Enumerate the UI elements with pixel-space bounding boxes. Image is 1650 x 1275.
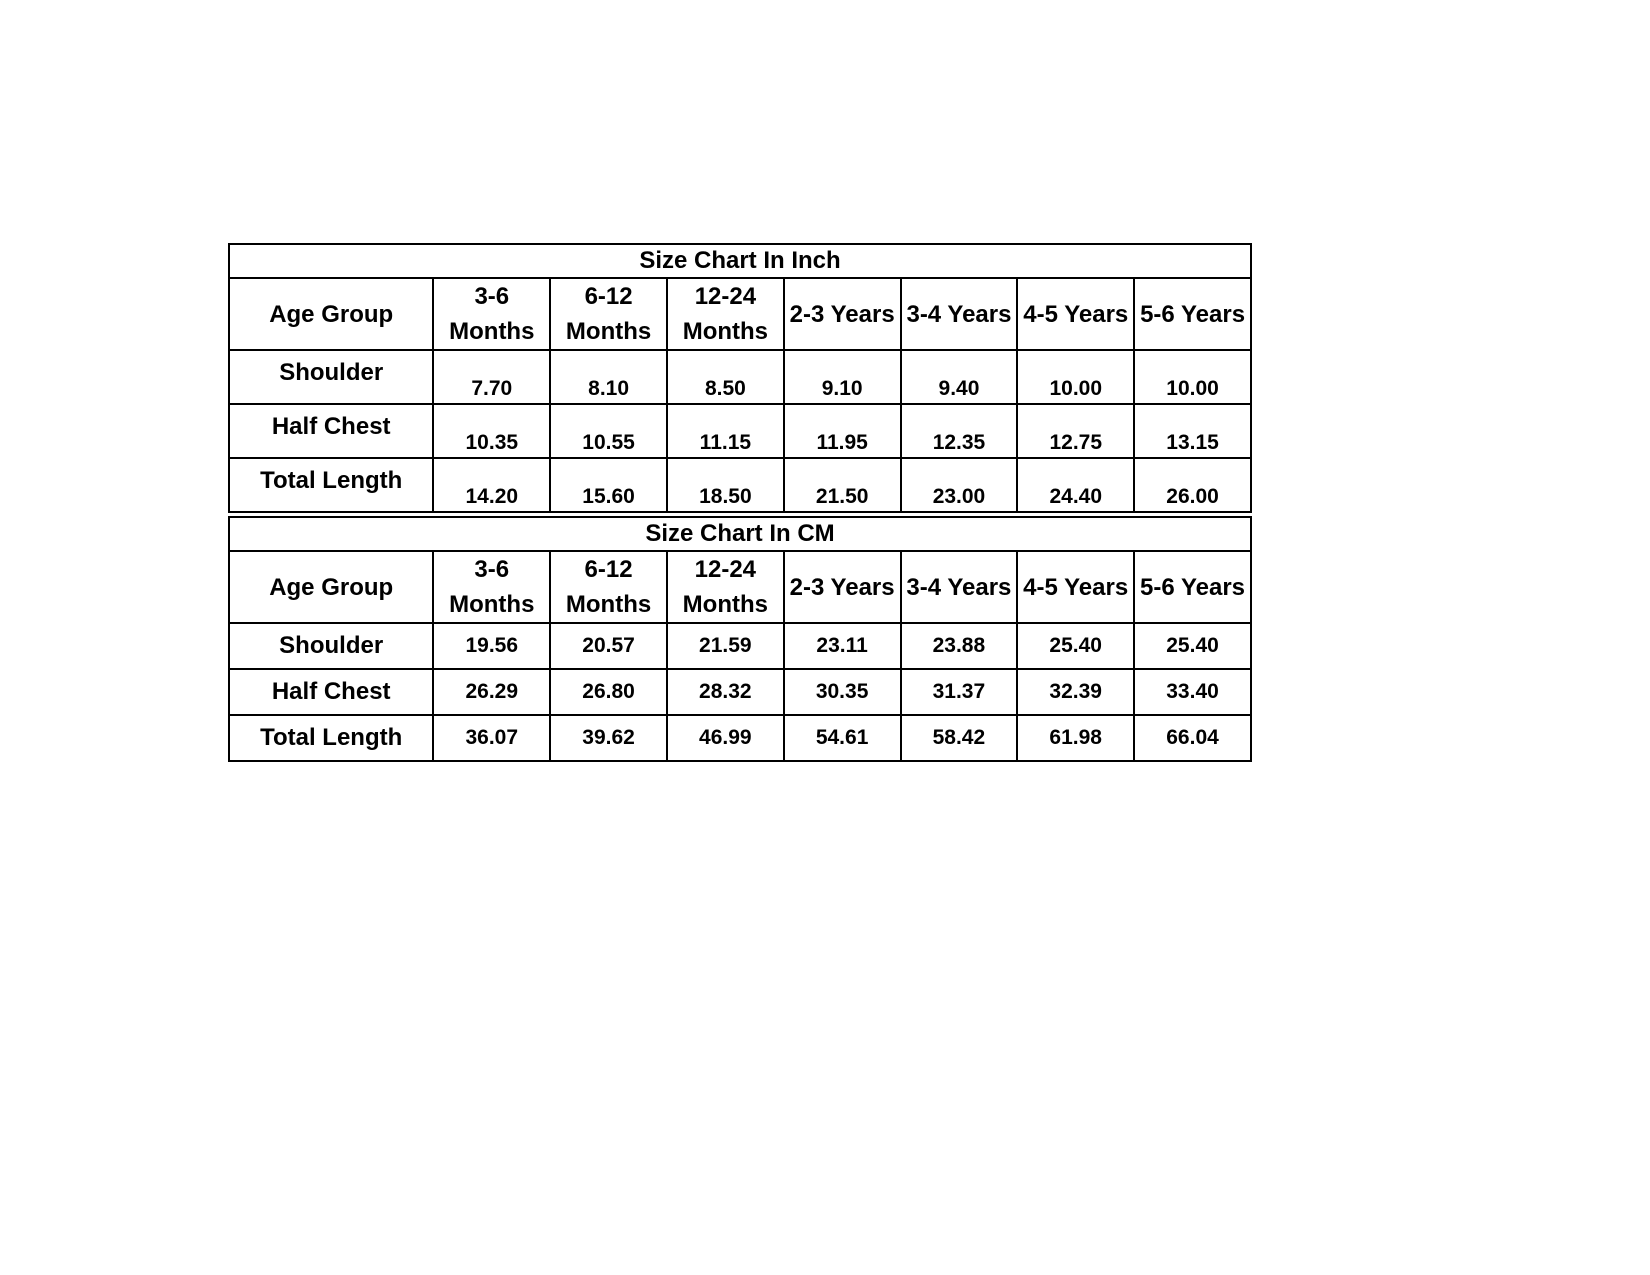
header-row xyxy=(229,278,1251,350)
column-header-line2: Months xyxy=(449,591,535,618)
column-header-line1: 12-24 xyxy=(694,556,757,583)
column-header-line2: Months xyxy=(449,318,535,345)
column-header xyxy=(550,551,667,623)
cell-value: 18.50 xyxy=(667,458,784,512)
size-chart-cm-table xyxy=(228,516,1252,762)
cell-value: 26.00 xyxy=(1134,458,1251,512)
cell-value: 61.98 xyxy=(1017,715,1134,761)
column-header xyxy=(433,551,550,623)
age-group-header: Age Group xyxy=(229,278,433,350)
column-header xyxy=(667,551,784,623)
table-title: Size Chart In Inch xyxy=(229,244,1251,278)
column-header-line1: 6-12 xyxy=(584,556,633,583)
column-header: 4-5 Years xyxy=(1017,278,1134,350)
age-group-header: Age Group xyxy=(229,551,433,623)
row-label: Half Chest xyxy=(229,404,433,458)
cell-value: 15.60 xyxy=(550,458,667,512)
column-header-line2: Months xyxy=(565,318,652,345)
cell-value: 21.50 xyxy=(784,458,901,512)
cell-value: 54.61 xyxy=(784,715,901,761)
size-chart-inch-table xyxy=(228,243,1252,513)
column-header-line2: Months xyxy=(682,591,768,618)
cell-value: 9.40 xyxy=(901,350,1018,404)
cell-value: 66.04 xyxy=(1134,715,1251,761)
table-row-total-length xyxy=(229,715,1251,761)
cell-value: 12.35 xyxy=(901,404,1018,458)
row-label: Total Length xyxy=(229,715,433,761)
cell-value: 30.35 xyxy=(784,669,901,715)
cell-value: 21.59 xyxy=(667,623,784,669)
column-header xyxy=(433,278,550,350)
table-row-half-chest xyxy=(229,404,1251,458)
cell-value: 58.42 xyxy=(901,715,1018,761)
cell-value: 28.32 xyxy=(667,669,784,715)
cell-value: 14.20 xyxy=(433,458,550,512)
column-header-line1: 6-12 xyxy=(584,283,633,310)
cell-value: 33.40 xyxy=(1134,669,1251,715)
table-title: Size Chart In CM xyxy=(229,517,1251,551)
cell-value: 12.75 xyxy=(1017,404,1134,458)
cell-value: 20.57 xyxy=(550,623,667,669)
cell-value: 23.88 xyxy=(901,623,1018,669)
table-row-total-length xyxy=(229,458,1251,512)
cell-value: 39.62 xyxy=(550,715,667,761)
cell-value: 8.10 xyxy=(550,350,667,404)
cell-value: 10.00 xyxy=(1017,350,1134,404)
table-row-shoulder xyxy=(229,350,1251,404)
cell-value: 10.55 xyxy=(550,404,667,458)
cell-value: 7.70 xyxy=(433,350,550,404)
column-header: 4-5 Years xyxy=(1017,551,1134,623)
table-row-shoulder xyxy=(229,623,1251,669)
cell-value: 23.11 xyxy=(784,623,901,669)
column-header: 3-4 Years xyxy=(901,551,1018,623)
column-header: 5-6 Years xyxy=(1134,278,1251,350)
cell-value: 10.35 xyxy=(433,404,550,458)
cell-value: 26.29 xyxy=(433,669,550,715)
column-header-line2: Months xyxy=(565,591,652,618)
cell-value: 9.10 xyxy=(784,350,901,404)
column-header xyxy=(550,278,667,350)
row-label: Shoulder xyxy=(229,350,433,404)
cell-value: 8.50 xyxy=(667,350,784,404)
row-label: Shoulder xyxy=(229,623,433,669)
column-header: 5-6 Years xyxy=(1134,551,1251,623)
cell-value: 32.39 xyxy=(1017,669,1134,715)
column-header: 3-4 Years xyxy=(901,278,1018,350)
cell-value: 23.00 xyxy=(901,458,1018,512)
header-row xyxy=(229,551,1251,623)
cell-value: 19.56 xyxy=(433,623,550,669)
cell-value: 46.99 xyxy=(667,715,784,761)
cell-value: 24.40 xyxy=(1017,458,1134,512)
cell-value: 31.37 xyxy=(901,669,1018,715)
row-label: Total Length xyxy=(229,458,433,512)
cell-value: 11.15 xyxy=(667,404,784,458)
column-header: 2-3 Years xyxy=(784,551,901,623)
cell-value: 11.95 xyxy=(784,404,901,458)
cell-value: 13.15 xyxy=(1134,404,1251,458)
column-header: 2-3 Years xyxy=(784,278,901,350)
column-header xyxy=(667,278,784,350)
table-row-half-chest xyxy=(229,669,1251,715)
column-header-line2: Months xyxy=(682,318,769,345)
cell-value: 36.07 xyxy=(433,715,550,761)
cell-value: 26.80 xyxy=(550,669,667,715)
cell-value: 25.40 xyxy=(1017,623,1134,669)
cell-value: 25.40 xyxy=(1134,623,1251,669)
column-header-line1: 12-24 xyxy=(694,283,757,310)
column-header-line1: 3-6 xyxy=(474,556,510,583)
column-header-line1: 3-6 xyxy=(474,283,510,310)
cell-value: 10.00 xyxy=(1134,350,1251,404)
row-label: Half Chest xyxy=(229,669,433,715)
